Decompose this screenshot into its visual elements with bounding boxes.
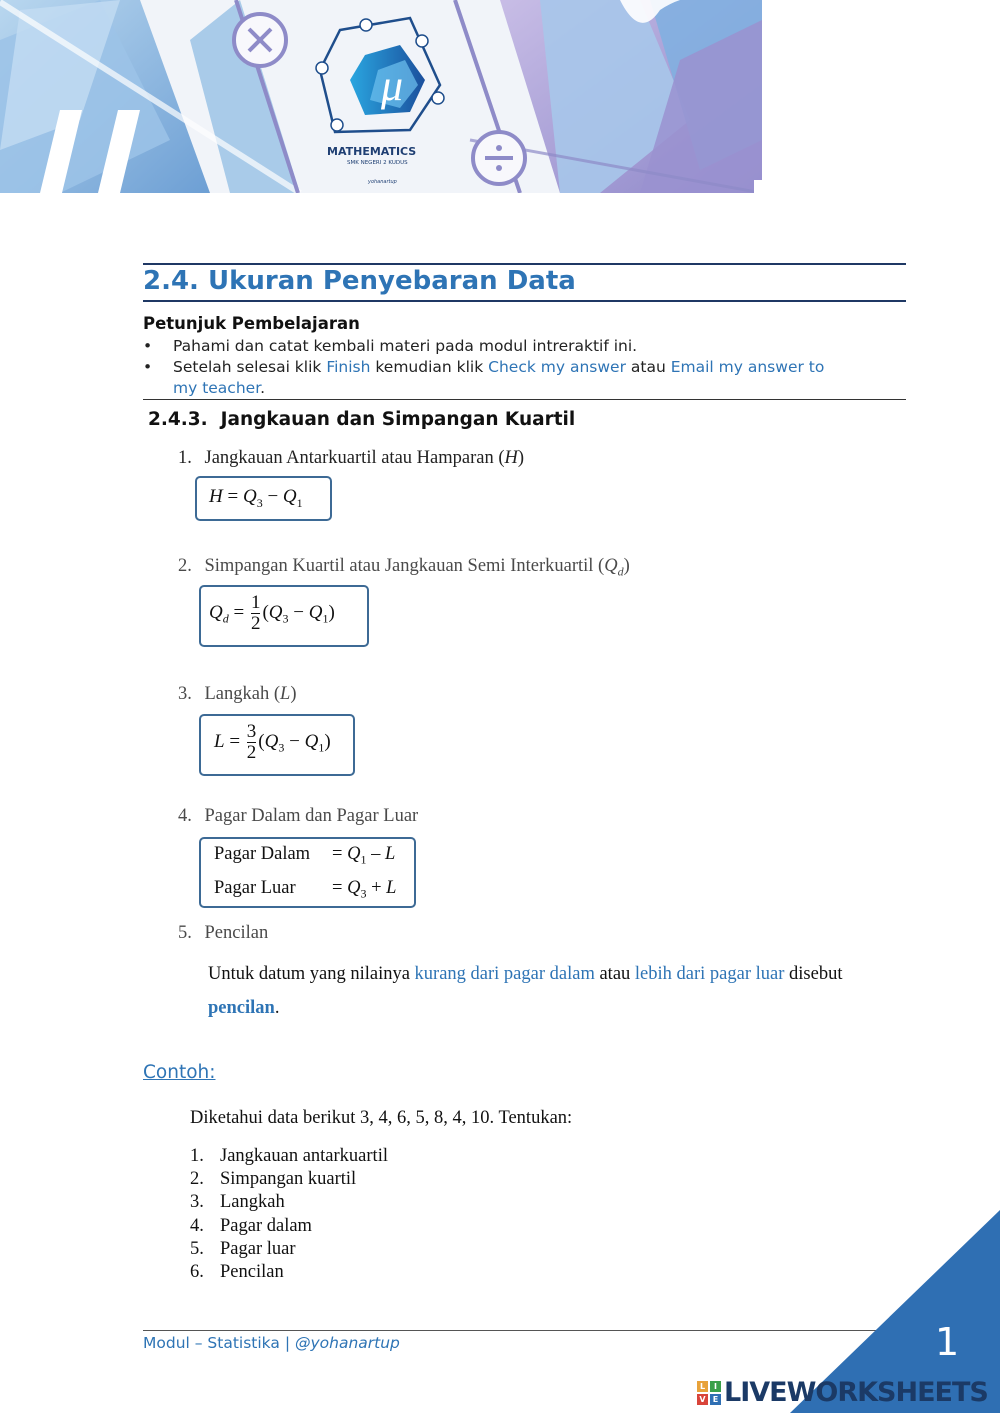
- instruction-text-2b: kemudian klik: [375, 358, 484, 376]
- item-4-label: Pagar Dalam dan Pagar Luar: [204, 806, 419, 826]
- item-2-label: Simpangan Kuartil atau Jangkauan Semi Interkuartil (: [204, 556, 605, 576]
- inner-fence-formula: = $Q_1$ – L: [332, 844, 396, 867]
- footer-rule: [143, 1330, 883, 1331]
- banner-logo-brand: yohanartup: [368, 179, 397, 185]
- finish-link[interactable]: Finish: [326, 358, 371, 376]
- outlier-text-2: atau: [599, 964, 631, 984]
- item-5: [178, 923, 268, 944]
- example-task: 1. Jangkauan antarkuartil: [190, 1146, 388, 1166]
- title-bottom-rule: [143, 300, 906, 302]
- item-3: [178, 684, 296, 705]
- email-link-text-2[interactable]: my teacher: [173, 379, 261, 397]
- instruction-item-2: • Setelah selesai klik Finish kemudian klik Check my answer atau Email my answer to my teacher.: [143, 358, 825, 397]
- item-5-label: Pencilan: [204, 923, 269, 943]
- example-task: 2. Simpangan kuartil: [190, 1169, 357, 1190]
- example-task: 3. Langkah: [190, 1192, 285, 1213]
- header-banner: [0, 0, 762, 193]
- example-task: 4. Pagar dalam: [190, 1215, 312, 1236]
- item-2: [178, 556, 630, 580]
- instructions-list: [143, 336, 893, 399]
- item-1-label: Jangkauan Antarkuartil atau Hamparan (: [204, 448, 505, 468]
- title-top-rule: [143, 263, 906, 265]
- instruction-text-1: Pahami dan catat kembali materi pada modul intreraktif ini.: [173, 337, 638, 355]
- instructions-rule: [143, 399, 906, 400]
- email-link-text-1[interactable]: Email my answer to: [670, 358, 825, 376]
- subsection-title: 2.4.3. Jangkauan dan Simpangan Kuartil: [148, 409, 576, 430]
- example-heading: Contoh:: [143, 1062, 216, 1083]
- item-5-number: 5.: [178, 923, 192, 943]
- item-1-close: ): [517, 448, 525, 468]
- fences-box: [199, 837, 416, 908]
- example-intro: Diketahui data berikut 3, 4, 6, 5, 8, 4, 10. Tentukan:: [190, 1108, 573, 1128]
- outlier-text-1: Untuk datum yang nilainya: [208, 964, 410, 984]
- item-3-var: L: [280, 684, 291, 704]
- formula-box-qd: [199, 585, 369, 647]
- page-number: 1: [935, 1320, 960, 1364]
- formula-qd: $Q_d$ = $\frac{1}{2}$ $(Q_3 - Q_1)$: [209, 592, 335, 634]
- check-my-answer-link[interactable]: Check my answer: [488, 358, 626, 376]
- instructions-heading: Petunjuk Pembelajaran: [143, 314, 360, 333]
- outer-fence-label: Pagar Luar: [214, 878, 296, 898]
- liveworksheets-logo-icon: L I V E: [697, 1381, 721, 1405]
- instruction-text-2a: Setelah selesai klik: [173, 358, 322, 376]
- formula-box-h: [195, 476, 332, 521]
- item-3-number: 3.: [178, 684, 192, 704]
- example-task: 6. Pencilan: [190, 1262, 284, 1283]
- outlier-definition: [208, 957, 908, 1025]
- item-3-label: Langkah (: [204, 684, 281, 704]
- outlier-end: .: [274, 998, 280, 1018]
- item-2-sub: d: [617, 564, 624, 579]
- formula-l: L = $\frac{3}{2}$ $(Q_3 - Q_1)$: [214, 721, 331, 763]
- item-1-number: 1.: [178, 448, 192, 468]
- section-title: 2.4. Ukuran Penyebaran Data: [143, 266, 576, 296]
- svg-text:μ: μ: [381, 61, 404, 110]
- instruction-item-1: • Pahami dan catat kembali materi pada modul intreraktif ini.: [143, 337, 638, 355]
- item-3-close: ): [290, 684, 297, 704]
- formula-box-l: [199, 714, 355, 776]
- banner-logo-subtitle: SMK NEGERI 2 KUDUS: [347, 160, 408, 166]
- banner-artwork: [0, 0, 762, 193]
- instruction-text-2c: atau: [630, 358, 666, 376]
- instruction-text-2d: .: [260, 379, 266, 397]
- outlier-link-1: kurang dari pagar dalam: [414, 964, 595, 984]
- liveworksheets-text[interactable]: LIVEWORKSHEETS: [724, 1377, 988, 1408]
- item-2-number: 2.: [178, 556, 192, 576]
- item-4: [178, 806, 418, 827]
- example-task-list: [190, 1145, 388, 1284]
- outer-fence-formula: = $Q_3 + L$: [332, 878, 397, 901]
- formula-h: $H = Q_3 - Q_1$: [209, 486, 303, 510]
- item-1-var: H: [504, 448, 518, 468]
- example-task: 5. Pagar luar: [190, 1238, 296, 1259]
- inner-fence-label: Pagar Dalam: [214, 844, 311, 864]
- outlier-term: pencilan: [208, 998, 275, 1018]
- item-2-close: ): [623, 556, 630, 576]
- footer-text: [143, 1334, 400, 1352]
- item-4-number: 4.: [178, 806, 192, 826]
- item-2-var: Q: [604, 556, 618, 576]
- banner-logo-title: MATHEMATICS: [327, 145, 417, 158]
- footer-handle: @yohanartup: [294, 1334, 400, 1352]
- outlier-link-2: lebih dari pagar luar: [634, 964, 785, 984]
- footer-module: Modul – Statistika |: [143, 1334, 295, 1352]
- item-1: [178, 448, 524, 469]
- outlier-text-3: disebut: [789, 964, 843, 984]
